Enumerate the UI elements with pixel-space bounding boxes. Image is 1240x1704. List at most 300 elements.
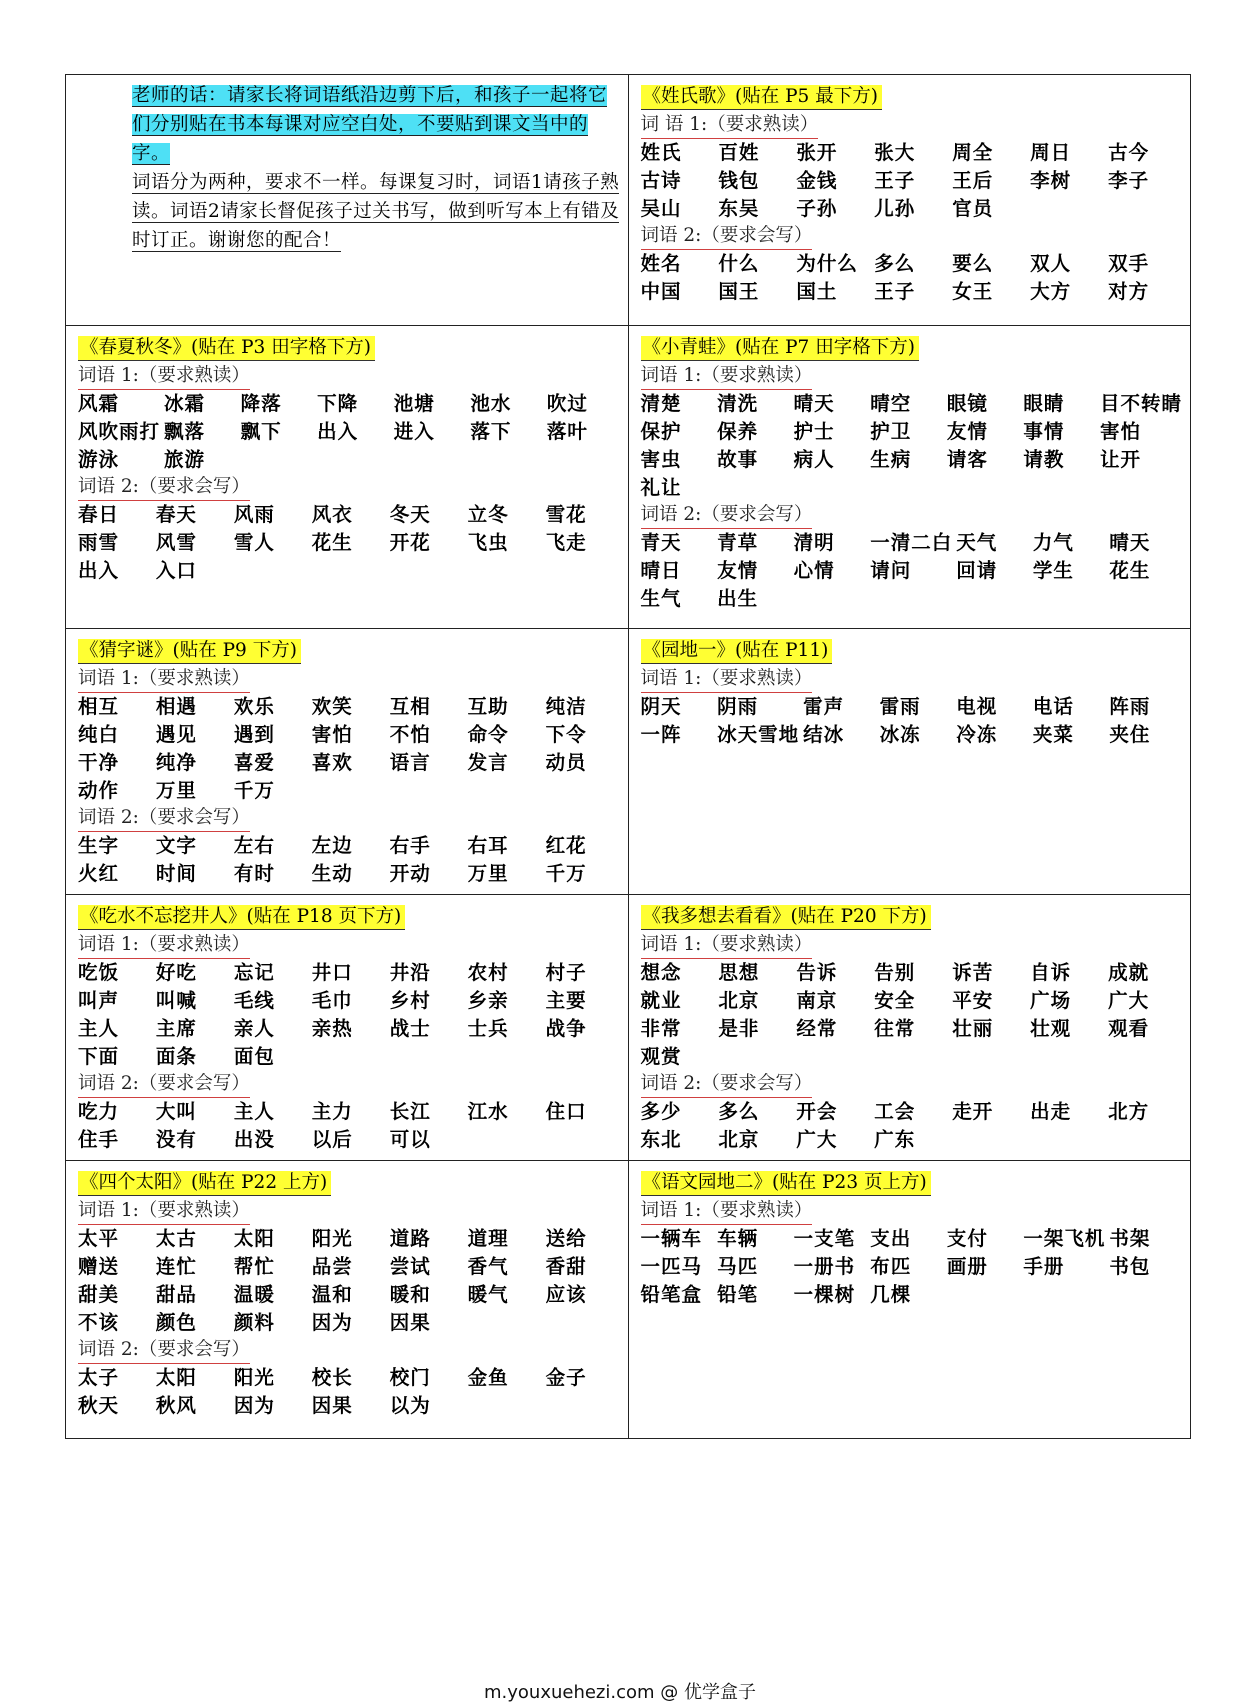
vocab-word: 请教 [1023,448,1065,471]
vocab-word: 东吴 [718,197,760,220]
vocab-word: 就业 [640,989,682,1012]
vocab-word: 吃饭 [78,961,120,984]
vocab-word: 干净 [78,751,120,774]
vocab-word: 北方 [1108,1100,1150,1123]
vocab-word: 想念 [640,961,682,984]
vocab-word: 中国 [640,280,682,303]
vocab-word: 多么 [874,252,916,275]
vocab-word: 以后 [311,1128,353,1151]
vocab-word: 阴天 [640,695,682,718]
vocab-word: 帮忙 [233,1255,275,1278]
vocab-word: 池塘 [393,392,435,415]
vocab-word: 主人 [233,1100,275,1123]
vocab-word: 晴天 [793,392,835,415]
vocab-word: 文字 [155,834,197,857]
vocabulary-sheet [65,74,1191,1439]
lesson-title: 《我多想去看看》(贴在 P20 下方) [641,905,931,930]
vocab-word: 飞虫 [467,531,509,554]
vocab-word: 生动 [311,862,353,885]
vocab-word: 喜欢 [311,751,353,774]
vocab-word: 出入 [317,420,359,443]
vocab-word: 亲人 [233,1017,275,1040]
read-group-label: 词语 1:（要求熟读） [641,666,813,693]
vocab-word: 互助 [467,695,509,718]
vocab-word: 可以 [389,1128,431,1151]
vocab-word: 平安 [952,989,994,1012]
vocab-word: 张开 [796,141,838,164]
vocab-word: 钱包 [718,169,760,192]
vocab-word: 欢乐 [233,695,275,718]
vocab-word: 大方 [1030,280,1072,303]
vocab-word: 清明 [793,531,835,554]
lesson-title: 《语文园地二》(贴在 P23 页上方) [641,1171,931,1196]
vocab-word: 千万 [233,779,275,802]
write-group-label: 词语 2:（要求会写） [78,474,250,501]
vocab-word: 夹住 [1109,723,1151,746]
vocab-word: 往常 [874,1017,916,1040]
vocab-word: 风衣 [311,503,353,526]
vocab-word: 开动 [389,862,431,885]
vocab-word: 暖和 [389,1283,431,1306]
vocab-word: 王后 [952,169,994,192]
vocab-word: 害怕 [311,723,353,746]
vocab-word: 飞走 [545,531,587,554]
vocab-word: 姓名 [640,252,682,275]
read-group-words [78,959,620,1071]
vocab-word: 生字 [78,834,120,857]
vocab-word: 周日 [1030,141,1072,164]
vocab-word: 战士 [389,1017,431,1040]
vocab-word: 青草 [717,531,759,554]
vocab-word: 万里 [467,862,509,885]
vocab-word: 电话 [1032,695,1074,718]
vocab-word: 阳光 [311,1227,353,1250]
vocab-word: 秋天 [78,1394,120,1417]
vocab-word: 画册 [946,1255,988,1278]
vocab-word: 乡村 [389,989,431,1012]
read-group-words [78,1225,620,1337]
vocab-word: 亲热 [311,1017,353,1040]
section-cell [628,895,1191,1161]
vocab-word: 请客 [946,448,988,471]
vocab-word: 一架飞机 [1023,1227,1106,1250]
read-group-words [641,959,1183,1071]
vocab-word: 纯净 [155,751,197,774]
vocab-word: 思想 [718,961,760,984]
vocab-word: 儿孙 [874,197,916,220]
read-group-label: 词语 1:（要求熟读） [641,363,813,390]
vocab-word: 动员 [545,751,587,774]
vocab-word: 主力 [311,1100,353,1123]
read-group-words [641,139,1183,223]
vocab-word: 出走 [1030,1100,1072,1123]
vocab-word: 毛巾 [311,989,353,1012]
vocab-word: 广大 [796,1128,838,1151]
vocab-word: 雨雪 [78,531,120,554]
vocab-word: 风吹雨打 [78,420,161,443]
vocab-word: 因果 [311,1394,353,1417]
vocab-word: 风霜 [78,392,120,415]
vocab-word: 不该 [78,1311,120,1334]
vocab-word: 壮观 [1030,1017,1072,1040]
vocab-word: 生病 [870,448,912,471]
vocab-word: 学生 [1032,559,1074,582]
vocab-word: 火红 [78,862,120,885]
vocab-word: 观赏 [640,1045,682,1068]
vocab-word: 风雨 [233,503,275,526]
vocab-word: 走开 [952,1100,994,1123]
vocab-word: 双手 [1108,252,1150,275]
vocab-word: 甜美 [78,1283,120,1306]
vocab-word: 忘记 [233,961,275,984]
vocab-word: 铅笔盒 [640,1283,703,1306]
read-group-label: 词语 1:（要求熟读） [78,932,250,959]
vocab-word: 冷冻 [956,723,998,746]
write-group-label: 词语 2:（要求会写） [641,502,813,529]
section-cell [66,895,629,1161]
vocab-word: 喜爱 [233,751,275,774]
vocab-word: 告别 [874,961,916,984]
footer-watermark: m.youxuehezi.com @ 优学盒子 [483,1682,756,1703]
vocab-word: 晴日 [640,559,682,582]
read-group-words [78,390,620,474]
vocab-word: 应该 [545,1283,587,1306]
vocab-word: 花生 [311,531,353,554]
vocab-word: 护卫 [870,420,912,443]
vocab-word: 长江 [389,1100,431,1123]
vocab-word: 太阳 [233,1227,275,1250]
section-cell [66,326,629,629]
vocab-word: 士兵 [467,1017,509,1040]
vocab-word: 安全 [874,989,916,1012]
vocab-word: 农村 [467,961,509,984]
vocab-word: 害虫 [640,448,682,471]
vocab-word: 降落 [240,392,282,415]
vocab-word: 北京 [718,989,760,1012]
vocab-word: 一支笔 [793,1227,856,1250]
vocab-word: 生气 [640,587,682,610]
write-group-words [641,529,1183,613]
vocab-word: 颜色 [155,1311,197,1334]
vocab-word: 夹菜 [1032,723,1074,746]
vocab-word: 双人 [1030,252,1072,275]
vocab-word: 春日 [78,503,120,526]
vocab-word: 雪花 [545,503,587,526]
vocab-word: 病人 [793,448,835,471]
vocab-word: 青天 [640,531,682,554]
vocab-word: 一辆车 [640,1227,703,1250]
vocab-word: 手册 [1023,1255,1065,1278]
read-group-words [641,1225,1183,1309]
vocab-word: 下降 [317,392,359,415]
vocab-word: 送给 [545,1227,587,1250]
vocab-word: 多少 [640,1100,682,1123]
vocab-word: 池水 [470,392,512,415]
vocab-word: 相互 [78,695,120,718]
vocab-word: 友情 [717,559,759,582]
vocab-word: 布匹 [870,1255,912,1278]
vocab-word: 进入 [393,420,435,443]
vocab-word: 官员 [952,197,994,220]
write-group-words [78,1098,620,1154]
vocab-word: 姓氏 [640,141,682,164]
vocab-word: 让开 [1099,448,1141,471]
vocab-word: 金子 [545,1366,587,1389]
vocab-word: 经常 [796,1017,838,1040]
vocab-word: 眼睛 [1023,392,1065,415]
vocab-word: 左边 [311,834,353,857]
section-cell [628,629,1191,895]
vocab-word: 请问 [870,559,912,582]
vocab-word: 支出 [870,1227,912,1250]
vocab-word: 时间 [155,862,197,885]
vocab-word: 品尝 [311,1255,353,1278]
vocab-word: 回请 [956,559,998,582]
vocab-word: 甜品 [155,1283,197,1306]
vocab-word: 主席 [155,1017,197,1040]
read-group-words [78,693,620,805]
vocab-word: 尝试 [389,1255,431,1278]
write-group-label: 词语 2:（要求会写） [78,1071,250,1098]
vocab-word: 是非 [718,1017,760,1040]
vocab-word: 金鱼 [467,1366,509,1389]
vocab-word: 晴空 [870,392,912,415]
vocab-word: 王子 [874,280,916,303]
vocab-word: 香气 [467,1255,509,1278]
vocab-word: 右耳 [467,834,509,857]
vocab-word: 目不转睛 [1099,392,1182,415]
vocab-word: 冰霜 [164,392,206,415]
vocab-word: 出没 [233,1128,275,1151]
vocab-word: 成就 [1108,961,1150,984]
vocab-word: 友情 [946,420,988,443]
vocab-word: 欢笑 [311,695,353,718]
vocab-word: 诉苦 [952,961,994,984]
vocab-word: 红花 [545,834,587,857]
vocab-word: 乡亲 [467,989,509,1012]
vocab-word: 下面 [78,1045,120,1068]
vocab-word: 工会 [874,1100,916,1123]
section-cell [628,326,1191,629]
read-group-label: 词语 1:（要求熟读） [78,363,250,390]
vocab-word: 眼镜 [946,392,988,415]
vocab-word: 发言 [467,751,509,774]
vocab-word: 故事 [717,448,759,471]
vocab-word: 什么 [718,252,760,275]
vocab-word: 李树 [1030,169,1072,192]
vocab-word: 北京 [718,1128,760,1151]
vocab-word: 雷雨 [879,695,921,718]
vocab-word: 游泳 [78,448,120,471]
vocab-word: 江水 [467,1100,509,1123]
vocab-word: 冰天雪地 [717,723,800,746]
vocab-word: 非常 [640,1017,682,1040]
section-cell [628,1161,1191,1439]
vocab-word: 语言 [389,751,431,774]
vocab-word: 吴山 [640,197,682,220]
vocab-word: 古诗 [640,169,682,192]
vocabulary-table [65,74,1191,1439]
vocab-word: 叫喊 [155,989,197,1012]
vocab-word: 几棵 [870,1283,912,1306]
vocab-word: 支付 [946,1227,988,1250]
vocab-word: 好吃 [155,961,197,984]
write-group-words [78,1364,620,1420]
vocab-word: 开会 [796,1100,838,1123]
vocab-word: 车辆 [717,1227,759,1250]
vocab-word: 住口 [545,1100,587,1123]
vocab-word: 飘落 [164,420,206,443]
teacher-note [76,81,620,255]
write-group-words [641,250,1183,306]
vocab-word: 入口 [155,559,197,582]
vocab-word: 万里 [155,779,197,802]
vocab-word: 颜料 [233,1311,275,1334]
vocab-word: 国土 [796,280,838,303]
vocab-word: 冬天 [389,503,431,526]
read-group-label: 词语 1:（要求熟读） [78,666,250,693]
vocab-word: 下令 [545,723,587,746]
vocab-word: 太阳 [155,1366,197,1389]
vocab-word: 飘下 [240,420,282,443]
vocab-word: 有时 [233,862,275,885]
write-group-words [78,501,620,585]
vocab-word: 春天 [155,503,197,526]
vocab-word: 告诉 [796,961,838,984]
vocab-word: 书架 [1109,1227,1151,1250]
write-group-words [641,1098,1183,1154]
lesson-title: 《小青蛙》(贴在 P7 田字格下方) [641,336,919,361]
vocab-word: 毛线 [233,989,275,1012]
vocab-word: 叫声 [78,989,120,1012]
vocab-word: 太古 [155,1227,197,1250]
vocab-word: 壮丽 [952,1017,994,1040]
section-cell [66,1161,629,1439]
vocab-word: 因果 [389,1311,431,1334]
vocab-word: 战争 [545,1017,587,1040]
vocab-word: 面条 [155,1045,197,1068]
vocab-word: 赠送 [78,1255,120,1278]
vocab-word: 广东 [874,1128,916,1151]
write-group-label: 词语 2:（要求会写） [78,1337,250,1364]
vocab-word: 周全 [952,141,994,164]
vocab-word: 古今 [1108,141,1150,164]
vocab-word: 事情 [1023,420,1065,443]
vocab-word: 因为 [233,1394,275,1417]
vocab-word: 一棵树 [793,1283,856,1306]
vocab-word: 太子 [78,1366,120,1389]
vocab-word: 花生 [1109,559,1151,582]
vocab-word: 一阵 [640,723,682,746]
vocab-word: 香甜 [545,1255,587,1278]
vocab-word: 太平 [78,1227,120,1250]
vocab-word: 一清二白 [870,531,953,554]
lesson-title: 《姓氏歌》(贴在 P5 最下方) [641,85,882,110]
read-group-words [641,390,1183,502]
vocab-word: 多么 [718,1100,760,1123]
vocab-word: 左右 [233,834,275,857]
teacher-note-line1: 老师的话：请家长将词语纸沿边剪下后，和孩子一起将它们分别贴在书本每课对应空白处，不要贴到课文当中的字。 [132,85,608,164]
vocab-word: 相遇 [155,695,197,718]
vocab-word: 阳光 [233,1366,275,1389]
vocab-word: 张大 [874,141,916,164]
vocab-word: 电视 [956,695,998,718]
vocab-word: 住手 [78,1128,120,1151]
vocab-word: 冰冻 [879,723,921,746]
teacher-note-line2: 词语分为两种，要求不一样。每课复习时，词语1请孩子熟读。词语2请家长督促孩子过关书写，做到听写本上有错及时订正。谢谢您的配合！ [132,172,620,251]
vocab-word: 阴雨 [717,695,759,718]
vocab-word: 千万 [545,862,587,885]
write-group-label: 词语 2:（要求会写） [78,805,250,832]
lesson-title: 《猜字谜》(贴在 P9 下方) [78,639,301,664]
vocab-word: 右手 [389,834,431,857]
vocab-word: 连忙 [155,1255,197,1278]
vocab-word: 落叶 [546,420,588,443]
vocab-word: 纯白 [78,723,120,746]
vocab-word: 力气 [1032,531,1074,554]
vocab-word: 一册书 [793,1255,856,1278]
vocab-word: 温暖 [233,1283,275,1306]
vocab-word: 自诉 [1030,961,1072,984]
vocab-word: 保养 [717,420,759,443]
vocab-word: 南京 [796,989,838,1012]
vocab-word: 国王 [718,280,760,303]
vocab-word: 礼让 [640,476,682,499]
vocab-word: 害怕 [1099,420,1141,443]
vocab-word: 女王 [952,280,994,303]
vocab-word: 出生 [717,587,759,610]
write-group-label: 词语 2:（要求会写） [641,223,813,250]
vocab-word: 因为 [311,1311,353,1334]
vocab-word: 主要 [545,989,587,1012]
vocab-word: 书包 [1109,1255,1151,1278]
vocab-word: 心情 [793,559,835,582]
vocab-word: 风雪 [155,531,197,554]
vocab-word: 雪人 [233,531,275,554]
vocab-word: 面包 [233,1045,275,1068]
vocab-word: 阵雨 [1109,695,1151,718]
vocab-word: 百姓 [718,141,760,164]
vocab-word: 出入 [78,559,120,582]
read-group-label: 词 语 1:（要求熟读） [641,112,819,139]
vocab-word: 动作 [78,779,120,802]
write-group-label: 词语 2:（要求会写） [641,1071,813,1098]
vocab-word: 天气 [956,531,998,554]
vocab-word: 井沿 [389,961,431,984]
vocab-word: 不怕 [389,723,431,746]
lesson-title: 《园地一》(贴在 P11) [641,639,833,664]
vocab-word: 遇见 [155,723,197,746]
read-group-label: 词语 1:（要求熟读） [641,932,813,959]
vocab-word: 铅笔 [717,1283,759,1306]
vocab-word: 落下 [470,420,512,443]
vocab-word: 旅游 [164,448,206,471]
section-cell [628,75,1191,326]
vocab-word: 互相 [389,695,431,718]
vocab-word: 王子 [874,169,916,192]
vocab-word: 广大 [1108,989,1150,1012]
lesson-title: 《四个太阳》(贴在 P22 上方) [78,1171,331,1196]
vocab-word: 吹过 [546,392,588,415]
vocab-word: 广场 [1030,989,1072,1012]
vocab-word: 主人 [78,1017,120,1040]
vocab-word: 对方 [1108,280,1150,303]
vocab-word: 命令 [467,723,509,746]
vocab-word: 遇到 [233,723,275,746]
vocab-word: 要么 [952,252,994,275]
vocab-word: 子孙 [796,197,838,220]
vocab-word: 校门 [389,1366,431,1389]
